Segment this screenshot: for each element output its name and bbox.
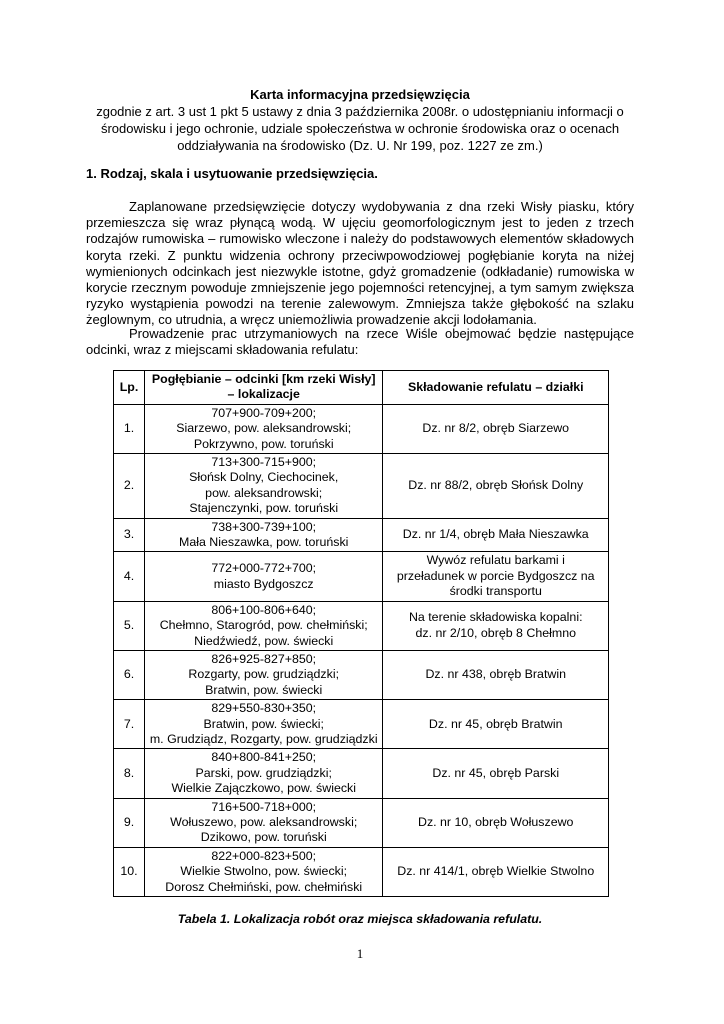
document-subtitle: zgodnie z art. 3 ust 1 pkt 5 ustawy z dnia 3 października 2008r. o udostępnianiu informacji o środowisku i jego ochronie, udziale społeczeństwa w ochronie środowiska oraz o ocenach oddziaływania na środowisko (Dz. U. Nr 199, poz. 1227 ze zm.) [96, 104, 624, 153]
cell-section [144, 700, 383, 749]
cell-lp: 7. [114, 700, 145, 749]
cell-section [144, 650, 383, 699]
cell-line: Rozgarty, pow. grudziądzki; [188, 667, 340, 682]
cell-line: Bratwin, pow. świecki [205, 682, 323, 697]
cell-line: środki transportu [449, 584, 542, 599]
cell-line: Dz. nr 10, obręb Wołuszewo [418, 814, 574, 829]
table-header-row [114, 371, 609, 405]
cell-line: przeładunek w porcie Bydgoszcz na [396, 568, 595, 583]
table-caption: Tabela 1. Lokalizacja robót oraz miejsca składowania refulatu. [177, 912, 543, 926]
cell-line: dz. nr 2/10, obręb 8 Chełmno [415, 625, 576, 640]
cell-lp: 5. [114, 601, 145, 650]
cell-line: Dorosz Chełmiński, pow. chełmiński [165, 879, 363, 894]
cell-line: 738+300-739+100; [211, 519, 317, 534]
cell-lp: 6. [114, 650, 145, 699]
table-row [114, 404, 609, 453]
cell-line: pow. aleksandrowski; [205, 485, 323, 500]
paragraph-works: Prowadzenie prac utrzymaniowych na rzece Wiśle obejmować będzie następujące odcinki, wraz z miejscami składowania refulatu: [86, 326, 634, 358]
cell-line: Bratwin, pow. świecki; [203, 716, 324, 731]
cell-line: Dz. nr 414/1, obręb Wielkie Stwolno [397, 864, 595, 879]
cell-line: 707+900-709+200; [211, 405, 317, 420]
cell-line: Mała Nieszawka, pow. toruński [179, 535, 349, 550]
cell-section [144, 798, 383, 847]
table-row [114, 749, 609, 798]
cell-section [144, 404, 383, 453]
cell-section [144, 749, 383, 798]
table-body [114, 404, 609, 896]
cell-line: 716+500-718+000; [211, 799, 317, 814]
cell-line: Niedźwiedź, pow. świecki [194, 633, 334, 648]
cell-line: Wywóz refulatu barkami i [426, 553, 565, 568]
cell-storage [383, 798, 609, 847]
table-row [114, 518, 609, 552]
cell-line: Na terenie składowiska kopalni: [408, 610, 583, 625]
cell-line: Stajenczynki, pow. toruński [189, 501, 339, 516]
cell-line: Wielkie Zajączkowo, pow. świecki [171, 781, 356, 796]
cell-line: 713+300-715+900; [211, 455, 317, 470]
table-row [114, 798, 609, 847]
table-row [114, 650, 609, 699]
table-row [114, 847, 609, 896]
cell-line: Parski, pow. grudziądzki; [195, 765, 332, 780]
cell-lp: 8. [114, 749, 145, 798]
cell-section [144, 601, 383, 650]
cell-line: Słońsk Dolny, Ciechocinek, [189, 470, 339, 485]
cell-lp: 3. [114, 518, 145, 552]
cell-line: 829+550-830+350; [211, 701, 317, 716]
cell-storage [383, 454, 609, 519]
cell-lp: 10. [114, 847, 145, 896]
cell-line: miasto Bydgoszcz [213, 576, 314, 591]
header-lp: Lp. [114, 371, 145, 405]
cell-storage [383, 518, 609, 552]
cell-line: 806+100-806+640; [211, 602, 317, 617]
cell-line: 772+000-772+700; [211, 561, 317, 576]
cell-line: Dzikowo, pow. toruński [200, 830, 327, 845]
header-storage: Składowanie refulatu – działki [383, 371, 609, 405]
cell-line: Dz. nr 88/2, obręb Słońsk Dolny [408, 478, 584, 493]
cell-line: 822+000-823+500; [211, 848, 317, 863]
paragraph-intro: Zaplanowane przedsięwzięcie dotyczy wydobywania z dna rzeki Wisły piasku, który przemieszcza się wraz płynącą wodą. W ujęciu geomorfologicznym jest to jeden z trzech rodzajów rumowiska – rumowisko wleczone i należy do podstawowych elementów składowych koryta rzeki. Z punktu widzenia ochrony przeciwpowodziowej pogłębianie koryta na niżej wymienionych odcinkach jest niezwykle istotne, gdyż gromadzenie (odkładanie) rumowiska w korycie rzecznym powoduje zmniejszenie jego pojemności retencyjnej, a tym samym zwiększa ryzyko wystąpienia powodzi na terenie zalewowym. Zmniejsza także głębokość na szlaku żeglownym, co utrudnia, a wręcz uniemożliwia prowadzenie akcji lodołamania. [86, 199, 634, 328]
table-row [114, 552, 609, 601]
cell-line: Dz. nr 45, obręb Bratwin [428, 716, 563, 731]
cell-line: Pokrzywno, pow. toruński [193, 436, 334, 451]
cell-line: Chełmno, Starogród, pow. chełmiński; [159, 618, 368, 633]
cell-line: Wołuszewo, pow. aleksandrowski; [170, 814, 358, 829]
cell-line: Dz. nr 1/4, obręb Mała Nieszawka [402, 527, 589, 542]
page-number: 1 [356, 946, 364, 961]
cell-storage [383, 847, 609, 896]
cell-line: Dz. nr 45, obręb Parski [432, 765, 560, 780]
cell-storage [383, 700, 609, 749]
cell-section [144, 847, 383, 896]
locations-table [113, 370, 609, 897]
cell-storage [383, 552, 609, 601]
cell-line: Dz. nr 8/2, obręb Siarzewo [422, 421, 570, 436]
cell-lp: 4. [114, 552, 145, 601]
cell-line: 840+800-841+250; [211, 750, 317, 765]
cell-line: 826+925-827+850; [211, 651, 317, 666]
cell-lp: 9. [114, 798, 145, 847]
cell-line: m. Grudziądz, Rozgarty, pow. grudziądzki [149, 731, 378, 746]
cell-line: Dz. nr 438, obręb Bratwin [425, 667, 566, 682]
table-row [114, 700, 609, 749]
table-row [114, 454, 609, 519]
cell-storage [383, 601, 609, 650]
cell-storage [383, 650, 609, 699]
cell-lp: 2. [114, 454, 145, 519]
cell-line: Siarzewo, pow. aleksandrowski; [176, 421, 352, 436]
cell-storage [383, 749, 609, 798]
cell-line: Wielkie Stwolno, pow. świecki; [180, 864, 348, 879]
section-heading: 1. Rodzaj, skala i usytuowanie przedsięwzięcia. [86, 166, 378, 181]
cell-storage [383, 404, 609, 453]
cell-section [144, 518, 383, 552]
header-section: Pogłębianie – odcinki [km rzeki Wisły] – lokalizacje [144, 371, 383, 405]
cell-section [144, 552, 383, 601]
table-row [114, 601, 609, 650]
cell-section [144, 454, 383, 519]
document-header [86, 86, 634, 154]
document-title: Karta informacyjna przedsięwzięcia [250, 87, 470, 102]
cell-lp: 1. [114, 404, 145, 453]
